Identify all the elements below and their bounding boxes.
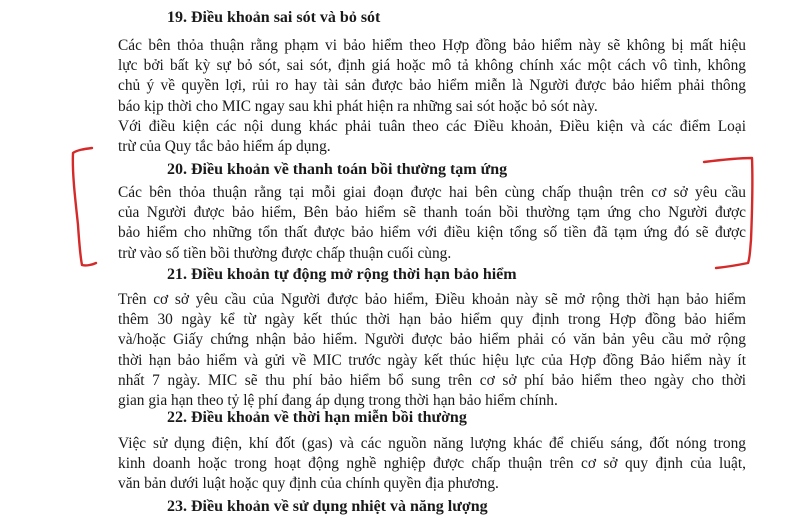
text-line: Các bên thỏa thuận rằng phạm vi bảo hiểm theo Hợp đồng bảo hiểm này sẽ không bị mất hiệu (118, 37, 746, 54)
text-line: bảo hiểm cho những tổn thất được bảo hiểm với điều kiện tổng số tiền đã tạm ứng đó sẽ được (118, 224, 746, 242)
text-line: thời hạn bảo hiểm và gửi về MIC trước ngày kết thúc hiệu lực của Hợp đồng Bảo hiểm này ít (118, 351, 746, 369)
text-line: Các bên thỏa thuận rằng tại mỗi giai đoạn được hai bên cùng chấp thuận trên cơ sở yêu cầu (118, 184, 746, 201)
text-line: Trên cơ sở yêu cầu của Người được bảo hiểm, Điều khoản này sẽ mở rộng thời hạn bảo hiểm (118, 291, 746, 308)
section-21-heading: 21. Điều khoản tự động mở rộng thời hạn bảo hiểm (167, 266, 517, 283)
text-line: Với điều kiện các nội dung khác phải tuân theo các Điều khoản, Điều kiện và các điểm Loại (118, 118, 746, 135)
section-20-heading: 20. Điều khoản về thanh toán bồi thường tạm ứng (167, 161, 508, 178)
text-line: trừ của Quy tắc bảo hiểm áp dụng. (118, 138, 331, 156)
text-line: trừ vào số tiền bồi thường được chấp thuận cuối cùng. (118, 244, 452, 262)
section-22-heading: 22. Điều khoản về thời hạn miễn bồi thường (167, 409, 467, 426)
text-line: báo kịp thời cho MIC ngay sau khi phát hiện ra những sai sót hoặc bỏ sót này. (118, 97, 598, 115)
text-line: và/hoặc Giấy chứng nhận bảo hiểm. Người được bảo hiểm phải có văn bản yêu cầu mở rộng (118, 331, 746, 349)
text-line: thêm 30 ngày kể từ ngày kết thúc thời hạn bảo hiểm quy định trong Hợp đồng bảo hiểm (118, 311, 746, 329)
text-line: gian gia hạn theo tỷ lệ phí đang áp dụng trong thời hạn bảo hiểm chính. (118, 392, 558, 410)
section-23-heading: 23. Điều khoản về sử dụng nhiệt và năng lượng (167, 498, 488, 515)
section-22-paragraph-1 (118, 434, 746, 495)
section-20-paragraph-1 (118, 183, 746, 264)
section-21-paragraph-1 (118, 290, 746, 411)
section-19-paragraph-1 (118, 36, 746, 117)
left-bracket-mark (73, 148, 96, 265)
text-line: chủ ý về quyền lợi, rủi ro hay tài sản được bảo hiểm miễn là Người được bảo hiểm phải thông (118, 77, 746, 95)
section-19-heading: 19. Điều khoản sai sót và bỏ sót (167, 9, 381, 26)
section-19-paragraph-2 (118, 117, 746, 157)
text-line: lực bởi bất kỳ sự bỏ sót, sai sót, định giá hoặc mô tả không chính xác một cách vô tình, không (118, 57, 746, 75)
text-line: của Người được bảo hiểm, Bên bảo hiểm sẽ thanh toán bồi thường tạm ứng cho Người được (118, 204, 746, 222)
text-line: văn bản dưới luật hoặc quy định của chính quyền địa phương. (118, 475, 499, 493)
text-line: kinh doanh hoặc trong hoạt động nghề nghiệp được chấp thuận trên cơ sở quy định của luật, (118, 455, 746, 473)
text-line: Việc sử dụng điện, khí đốt (gas) và các nguồn năng lượng khác để chiếu sáng, đốt nóng trong (118, 435, 746, 452)
text-line: nhất 7 ngày. MIC sẽ thu phí bảo hiểm bổ sung trên cơ sở phí bảo hiểm theo ngày cho thời (118, 371, 746, 389)
